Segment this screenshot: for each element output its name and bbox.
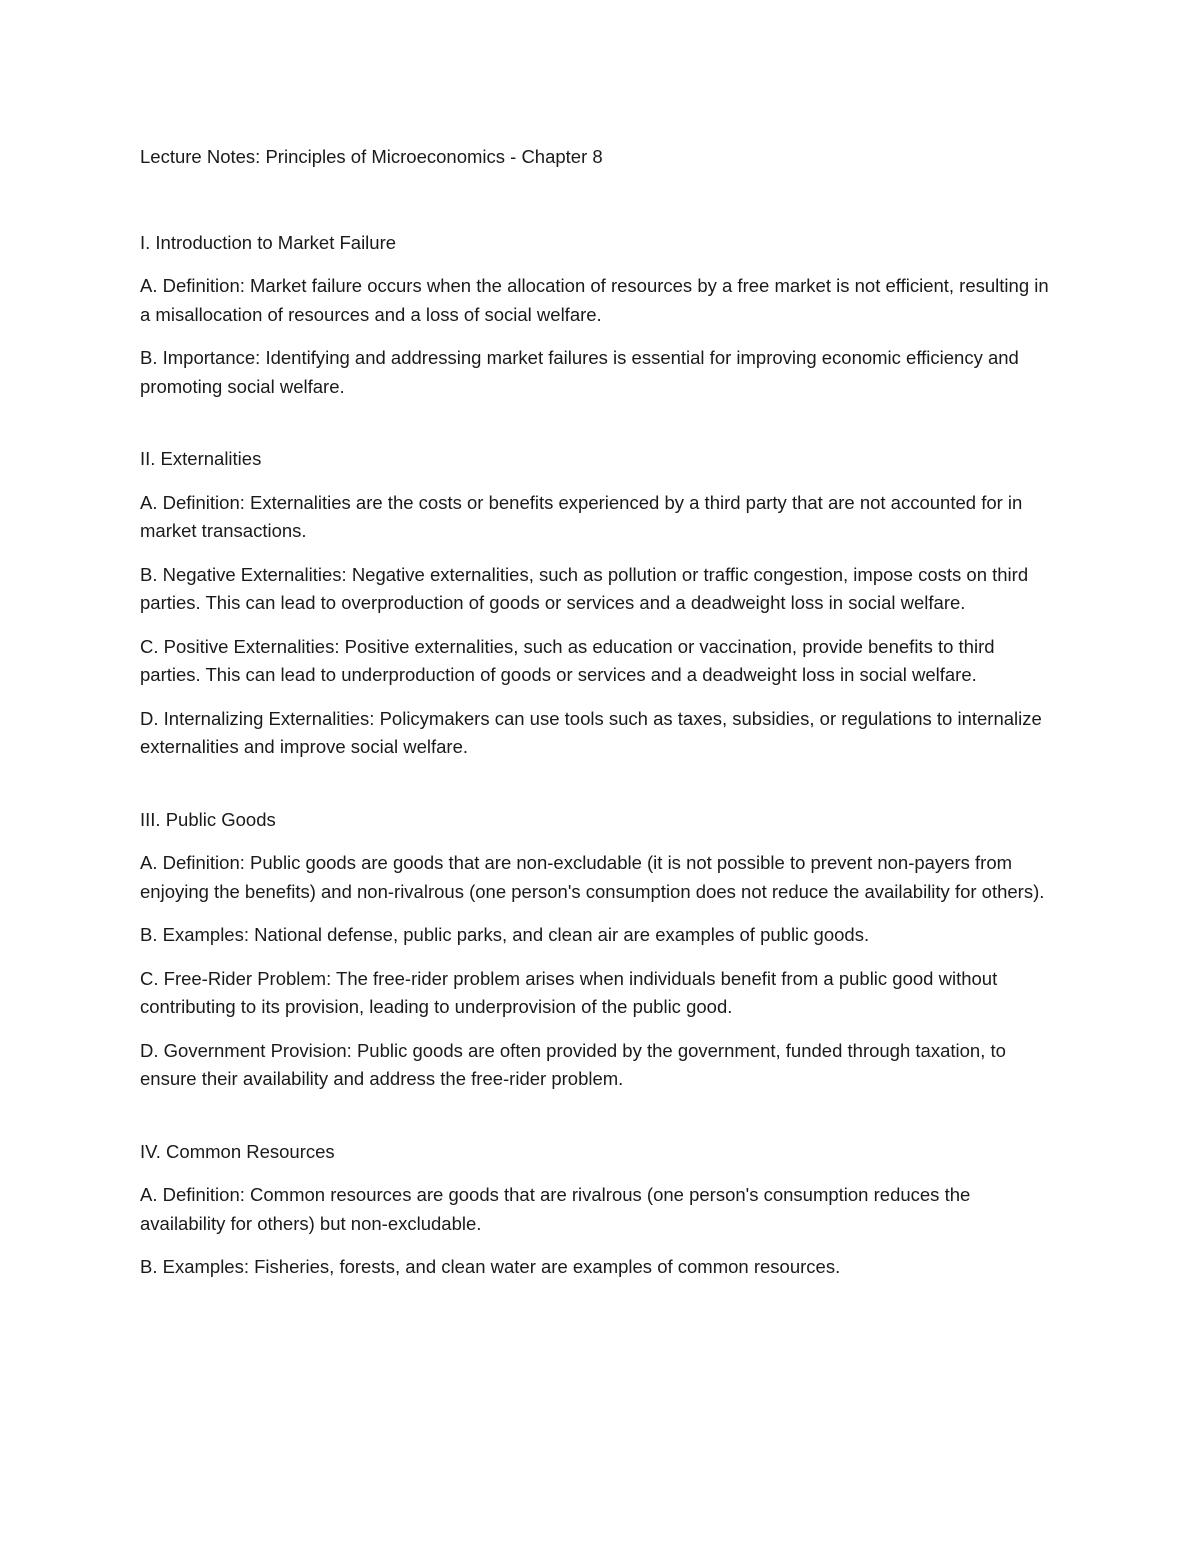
section-heading: I. Introduction to Market Failure	[140, 231, 397, 253]
section-market-failure	[140, 229, 1060, 402]
paragraph: A. Definition: Common resources are goods that are rivalrous (one person's consumption reduces the availability for others) but non-excludable.	[140, 1184, 971, 1234]
document-page	[140, 143, 1060, 1326]
paragraph: B. Importance: Identifying and addressing market failures is essential for improving economic efficiency and promoting social welfare.	[140, 347, 1019, 397]
section-externalities	[140, 445, 1060, 762]
paragraph: C. Free-Rider Problem: The free-rider problem arises when individuals benefit from a public good without contributing to its provision, leading to underprovision of the public good.	[140, 967, 998, 1017]
section-heading: IV. Common Resources	[140, 1140, 335, 1162]
paragraph: B. Examples: National defense, public parks, and clean air are examples of public goods.	[140, 924, 870, 945]
section-public-goods	[140, 806, 1060, 1094]
paragraph: A. Definition: Market failure occurs when the allocation of resources by a free market is not efficient, resulting in a misallocation of resources and a loss of social welfare.	[140, 275, 1049, 325]
section-heading: II. Externalities	[140, 448, 262, 469]
section-heading: III. Public Goods	[140, 808, 276, 830]
paragraph: C. Positive Externalities: Positive externalities, such as education or vaccination, provide benefits to third parties. This can lead to underproduction of goods or services and a deadweight loss in social welfare.	[140, 635, 995, 685]
section-common-resources	[140, 1138, 1060, 1282]
paragraph: A. Definition: Public goods are goods that are non-excludable (it is not possible to prevent non-payers from enjoying the benefits) and non-rivalrous (one person's consumption does not reduce the availability for others).	[140, 852, 1045, 902]
paragraph: B. Negative Externalities: Negative externalities, such as pollution or traffic congestion, impose costs on third parties. This can lead to overproduction of goods or services and a deadweight loss in social welfare.	[140, 563, 1029, 613]
paragraph: A. Definition: Externalities are the costs or benefits experienced by a third party that are not accounted for in market transactions.	[140, 491, 1023, 541]
paragraph: D. Internalizing Externalities: Policymakers can use tools such as taxes, subsidies, or regulations to internalize externalities and improve social welfare.	[140, 707, 1042, 757]
paragraph: B. Examples: Fisheries, forests, and clean water are examples of common resources.	[140, 1256, 841, 1277]
paragraph: D. Government Provision: Public goods are often provided by the government, funded through taxation, to ensure their availability and address the free-rider problem.	[140, 1039, 1006, 1089]
document-title: Lecture Notes: Principles of Microeconomics - Chapter 8	[140, 146, 603, 167]
